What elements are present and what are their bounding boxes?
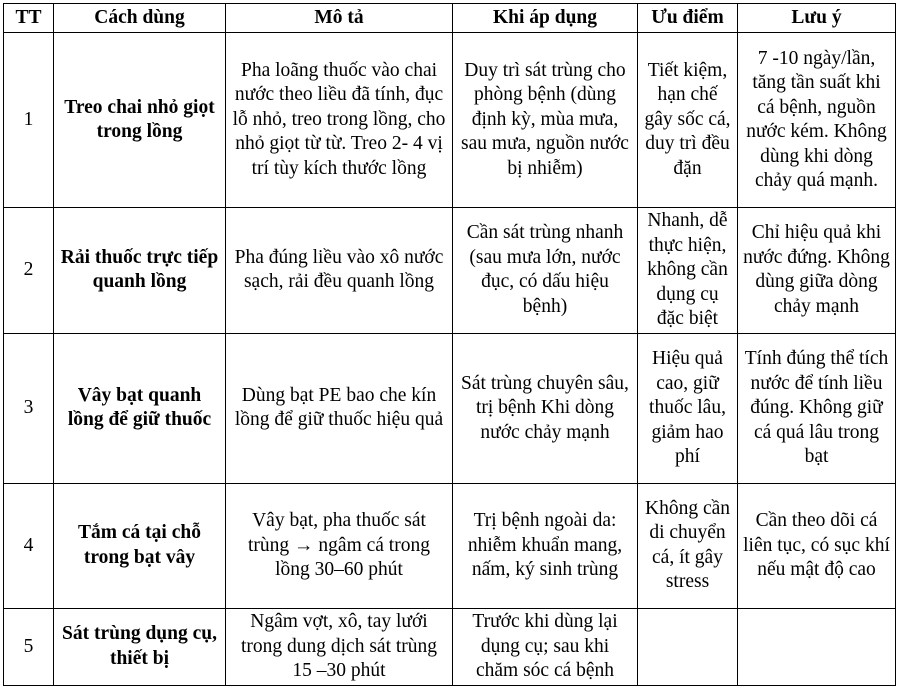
cell-method: Vây bạt quanh lồng để giữ thuốc	[54, 333, 226, 483]
cell-tt: 4	[4, 483, 54, 608]
cell-notes: Tính đúng thể tích nước để tính liều đúng. Không giữ cá quá lâu trong bạt	[738, 333, 896, 483]
cell-advantages	[638, 608, 738, 685]
cell-notes: Cần theo dõi cá liên tục, có sục khí nếu mật độ cao	[738, 483, 896, 608]
cell-tt: 1	[4, 33, 54, 208]
cell-method: Sát trùng dụng cụ, thiết bị	[54, 608, 226, 685]
header-description: Mô tả	[226, 4, 453, 33]
cell-advantages: Hiệu quả cao, giữ thuốc lâu, giảm hao phí	[638, 333, 738, 483]
cell-advantages: Không cần di chuyển cá, ít gây stress	[638, 483, 738, 608]
cell-tt: 2	[4, 208, 54, 334]
cell-notes	[738, 608, 896, 685]
cell-tt: 5	[4, 608, 54, 685]
cell-tt: 3	[4, 333, 54, 483]
header-advantages: Ưu điểm	[638, 4, 738, 33]
cell-method: Rải thuốc trực tiếp quanh lồng	[54, 208, 226, 334]
cell-method: Tắm cá tại chỗ trong bạt vây	[54, 483, 226, 608]
table-row	[4, 208, 896, 334]
disinfection-methods-table	[3, 3, 896, 686]
cell-when: Sát trùng chuyên sâu, trị bệnh Khi dòng nước chảy mạnh	[453, 333, 638, 483]
header-notes: Lưu ý	[738, 4, 896, 33]
table-row	[4, 483, 896, 608]
cell-notes: 7 -10 ngày/lần, tăng tần suất khi cá bệnh, nguồn nước kém. Không dùng khi dòng chảy quá mạnh.	[738, 33, 896, 208]
table-row	[4, 33, 896, 208]
cell-description: Pha loãng thuốc vào chai nước theo liều đã tính, đục lỗ nhỏ, treo trong lồng, cho nhỏ giọt từ từ. Treo 2- 4 vị trí tùy kích thước lồng	[226, 33, 453, 208]
cell-description: Pha đúng liều vào xô nước sạch, rải đều quanh lồng	[226, 208, 453, 334]
header-method: Cách dùng	[54, 4, 226, 33]
cell-description: Dùng bạt PE bao che kín lồng để giữ thuốc hiệu quả	[226, 333, 453, 483]
header-when: Khi áp dụng	[453, 4, 638, 33]
cell-description: Ngâm vợt, xô, tay lưới trong dung dịch sát trùng 15 –30 phút	[226, 608, 453, 685]
table-row	[4, 608, 896, 685]
cell-description: Vây bạt, pha thuốc sát trùng → ngâm cá trong lồng 30–60 phút	[226, 483, 453, 608]
cell-advantages: Tiết kiệm, hạn chế gây sốc cá, duy trì đều đặn	[638, 33, 738, 208]
cell-method: Treo chai nhỏ giọt trong lồng	[54, 33, 226, 208]
table-row	[4, 333, 896, 483]
cell-when: Cần sát trùng nhanh (sau mưa lớn, nước đục, có dấu hiệu bệnh)	[453, 208, 638, 334]
cell-when: Trước khi dùng lại dụng cụ; sau khi chăm sóc cá bệnh	[453, 608, 638, 685]
cell-when: Trị bệnh ngoài da: nhiễm khuẩn mang, nấm, ký sinh trùng	[453, 483, 638, 608]
cell-when: Duy trì sát trùng cho phòng bệnh (dùng định kỳ, mùa mưa, sau mưa, nguồn nước bị nhiễm)	[453, 33, 638, 208]
cell-notes: Chỉ hiệu quả khi nước đứng. Không dùng giữa dòng chảy mạnh	[738, 208, 896, 334]
header-tt: TT	[4, 4, 54, 33]
header-row	[4, 4, 896, 33]
cell-advantages: Nhanh, dễ thực hiện, không cần dụng cụ đặc biệt	[638, 208, 738, 334]
